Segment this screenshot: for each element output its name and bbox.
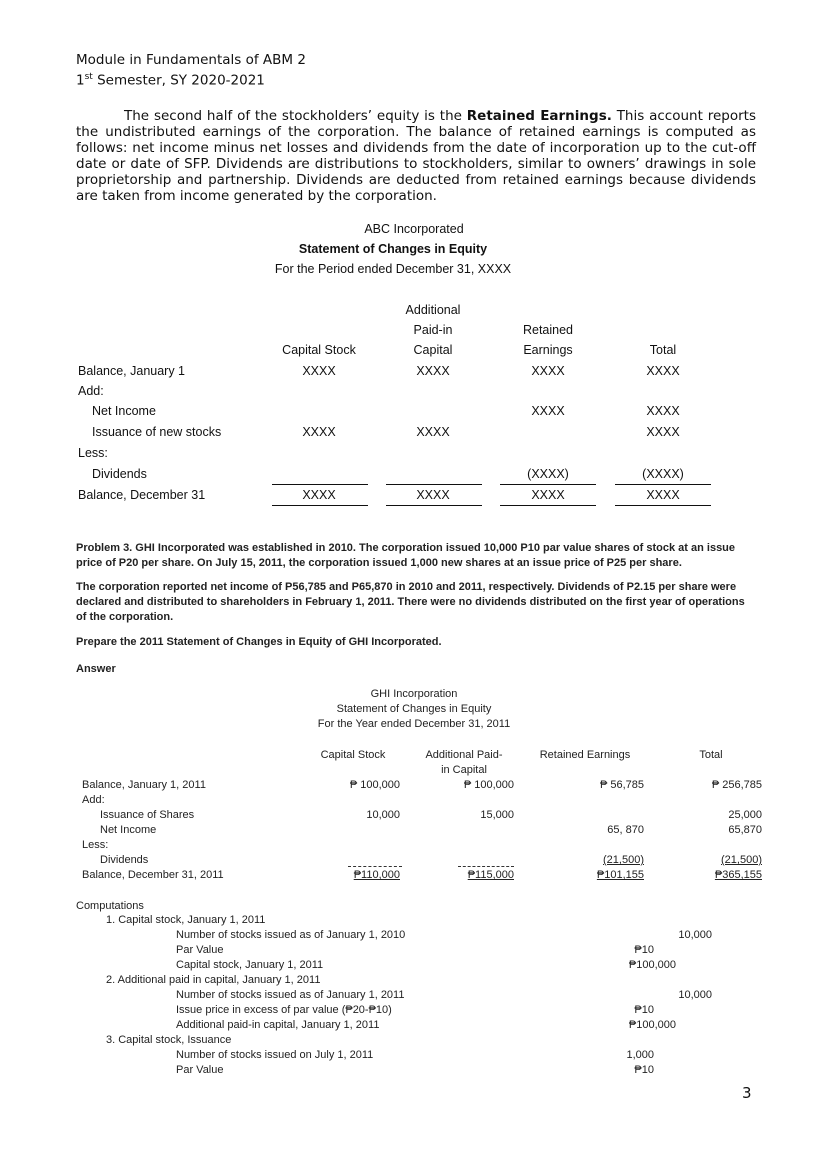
answer-cell: ₱ 56,785 (599, 779, 644, 791)
computation-line: Number of stocks issued on July 1, 2011 (176, 1049, 374, 1061)
template-col-retained-2: Earnings (523, 343, 573, 357)
rule (500, 505, 596, 506)
template-cell: XXXX (416, 488, 450, 502)
template-col-apic-2: Paid-in (413, 323, 453, 337)
template-cell: (XXXX) (642, 467, 684, 481)
answer-row-label: Add: (82, 794, 105, 806)
template-row-label: Less: (78, 446, 108, 460)
template-row-label: Issuance of new stocks (92, 425, 222, 439)
intro-paragraph: The second half of the stockholders’ equity is the Retained Earnings. This account reports the undistributed earnings of the corporation. The balance of retained earnings is computed as follows: net income minus net losses and dividends from the date of incorporation up to the cut-off date or date of SFP. Dividends are distributions to stockholders, similar to owners’ drawings in sole proprietorship and partnership. Dividends are deducted from retained earnings because dividends are taken from income generated by the corporation. (76, 108, 756, 204)
problem-paragraph-1: Problem 3. GHI Incorporated was established in 2010. The corporation issued 10,000 P10 par value shares of stock at an issue price of P20 per share. On July 15, 2011, the corporation issued 1,000 new shares at an issue price of P25 per share. (76, 542, 736, 569)
computations-title: Computations (76, 900, 144, 912)
template-cell: XXXX (416, 425, 450, 439)
computation-value: ₱100,000 (628, 959, 676, 971)
answer-period: For the Year ended December 31, 2011 (317, 718, 511, 730)
template-col-total: Total (649, 343, 677, 357)
computation-line: Number of stocks issued as of January 1, 2010 (176, 929, 406, 941)
answer-cell: ₱110,000 (353, 869, 400, 881)
problem-paragraph-2: The corporation reported net income of P56,785 and P65,870 in 2010 and 2011, respectively. Dividends of P2.15 per share were declared and distributed to shareholders in February 1, 2011. There were no dividends distributed on the first year of operations of the corporation. (76, 581, 745, 623)
computation-line: Additional paid-in capital, January 1, 2011 (176, 1019, 380, 1031)
answer-col-capital-stock: Capital Stock (320, 749, 386, 761)
answer-col-apic-1: Additional Paid- (425, 749, 503, 761)
answer-cell: 10,000 (366, 809, 400, 821)
template-row-label: Balance, January 1 (78, 364, 186, 378)
template-cell: XXXX (646, 425, 680, 439)
rule (615, 484, 711, 485)
template-cell: XXXX (646, 404, 680, 418)
answer-cell: 65,870 (728, 824, 762, 836)
template-title: Statement of Changes in Equity (298, 242, 488, 256)
answer-company: GHI Incorporation (370, 688, 458, 700)
answer-row-label: Balance, December 31, 2011 (82, 869, 224, 881)
answer-row-label: Dividends (100, 854, 149, 866)
computation-value: ₱100,000 (628, 1019, 676, 1031)
rule (386, 484, 482, 485)
answer-row-label: Balance, January 1, 2011 (82, 779, 206, 791)
answer-col-retained: Retained Earnings (539, 749, 631, 761)
computation-heading: 2. Additional paid in capital, January 1, 2011 (106, 974, 321, 986)
template-cell: XXXX (302, 364, 336, 378)
computation-value: 10,000 (678, 989, 712, 1001)
template-cell: XXXX (531, 488, 565, 502)
computation-heading: 3. Capital stock, Issuance (106, 1034, 232, 1046)
template-col-retained-1: Retained (522, 323, 574, 337)
template-col-apic-3: Capital (413, 343, 453, 357)
answer-col-apic-2: in Capital (441, 764, 487, 776)
answer-cell: (21,500) (603, 854, 644, 866)
module-title: Module in Fundamentals of ABM 2 (76, 52, 306, 68)
template-cell: (XXXX) (527, 467, 569, 481)
template-col-capital-stock: Capital Stock (282, 343, 356, 357)
answer-row-label: Net Income (100, 824, 157, 836)
answer-cell: ₱ 100,000 (463, 779, 514, 791)
template-cell: XXXX (646, 488, 680, 502)
page-number: 3 (742, 1084, 752, 1102)
computation-value: ₱10 (634, 1004, 654, 1016)
template-row-label: Add: (78, 384, 104, 398)
computation-line: Par Value (176, 944, 224, 956)
answer-cell: ₱ 100,000 (349, 779, 400, 791)
rule (386, 505, 482, 506)
template-cell: XXXX (302, 425, 336, 439)
computation-value: 1,000 (626, 1049, 654, 1061)
answer-cell: ₱ 256,785 (711, 779, 762, 791)
rule (615, 505, 711, 506)
rule (348, 866, 402, 867)
answer-cell: 25,000 (728, 809, 762, 821)
template-cell: XXXX (531, 364, 565, 378)
answer-cell: ₱101,155 (596, 869, 644, 881)
rule (500, 484, 596, 485)
template-col-apic-1: Additional (405, 303, 461, 317)
template-row-label: Net Income (92, 404, 156, 418)
template-cell: XXXX (531, 404, 565, 418)
answer-title: Statement of Changes in Equity (336, 703, 492, 715)
computation-heading: 1. Capital stock, January 1, 2011 (106, 914, 266, 926)
answer-cell: 15,000 (480, 809, 514, 821)
answer-cell: (21,500) (721, 854, 762, 866)
rule (272, 484, 368, 485)
computation-line: Number of stocks issued as of January 1, 2011 (176, 989, 405, 1001)
template-cell: XXXX (646, 364, 680, 378)
semester-line: 1st Semester, SY 2020-2021 (76, 72, 265, 89)
computation-value: 10,000 (678, 929, 712, 941)
rule (458, 866, 514, 867)
problem-instruction: Prepare the 2011 Statement of Changes in Equity of GHI Incorporated. (76, 636, 442, 648)
template-cell: XXXX (416, 364, 450, 378)
answer-cell: ₱115,000 (467, 869, 514, 881)
answer-row-label: Issuance of Shares (100, 809, 195, 821)
answer-col-total: Total (699, 749, 723, 761)
template-cell: XXXX (302, 488, 336, 502)
computation-line: Capital stock, January 1, 2011 (176, 959, 324, 971)
computation-line: Par Value (176, 1064, 224, 1076)
computation-value: ₱10 (634, 944, 654, 956)
answer-label: Answer (76, 663, 116, 675)
computation-line: Issue price in excess of par value (₱20-₱10) (176, 1004, 392, 1016)
template-row-label: Dividends (92, 467, 147, 481)
template-company: ABC Incorporated (364, 222, 464, 236)
template-period: For the Period ended December 31, XXXX (274, 262, 512, 276)
answer-cell: 65, 870 (607, 824, 644, 836)
answer-cell: ₱365,155 (714, 869, 762, 881)
rule (272, 505, 368, 506)
template-row-label: Balance, December 31 (78, 488, 206, 502)
answer-row-label: Less: (82, 839, 109, 851)
computation-value: ₱10 (634, 1064, 654, 1076)
